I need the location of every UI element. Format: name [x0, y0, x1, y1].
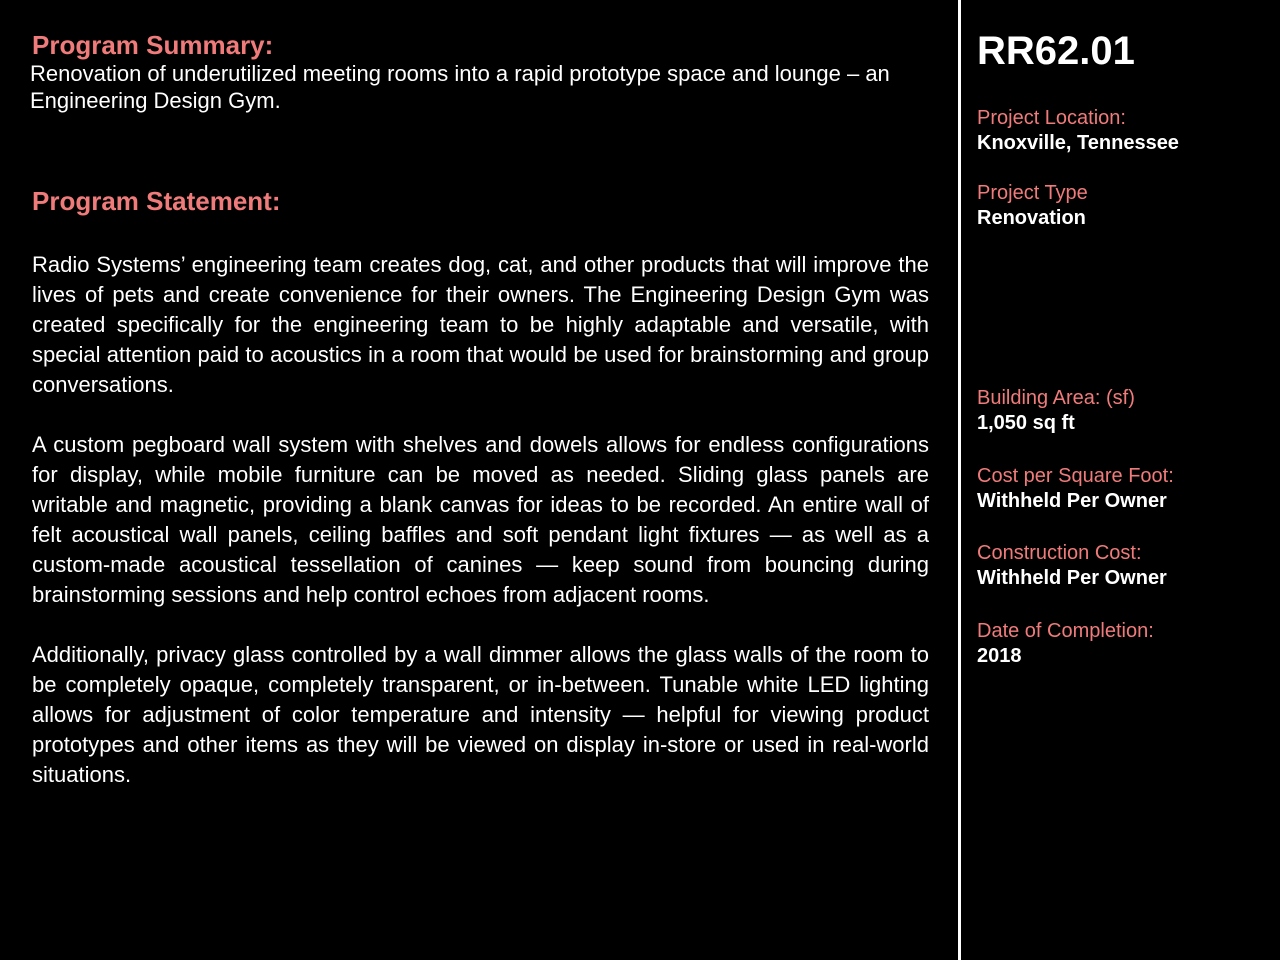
building-area-label: Building Area: (sf) — [977, 387, 1135, 409]
project-type — [977, 181, 1267, 231]
cost-per-square-foot-label: Cost per Square Foot: — [977, 465, 1174, 487]
project-id: RR62.01 — [977, 29, 1135, 73]
cost-per-square-foot-value: Withheld Per Owner — [977, 490, 1167, 512]
project-type-label: Project Type — [977, 182, 1088, 204]
main-content — [30, 30, 929, 787]
project-location — [977, 106, 1267, 156]
program-summary — [32, 30, 929, 114]
construction-cost-label: Construction Cost: — [977, 542, 1142, 564]
statement-paragraph: Radio Systems’ engineering team creates dog, cat, and other products that will improve the lives of pets and create convenience for their owners. The Engineering Design Gym was created specifically for the engineering team to be highly adaptable and versatile, with special attention paid to acoustics in a room that would be used for brainstorming and group conversations. — [32, 252, 929, 397]
date-of-completion-value: 2018 — [977, 645, 1022, 667]
project-location-label: Project Location: — [977, 107, 1126, 129]
construction-cost — [977, 541, 1267, 591]
program-statement-heading: Program Statement: — [32, 186, 281, 216]
statement-paragraph: A custom pegboard wall system with shelves and dowels allows for endless configurations for display, while mobile furniture can be moved as needed. Sliding glass panels are writable and magnetic, providing a blank canvas for ideas to be recorded. An entire wall of felt acoustical wall panels, ceiling baffles and soft pendant light fixtures — as well as a custom-made acoustical tessellation of canines — keep sound from bouncing during brainstorming sessions and help control echoes from adjacent rooms. — [32, 432, 929, 607]
vertical-divider — [958, 0, 961, 960]
project-location-value: Knoxville, Tennessee — [977, 132, 1179, 154]
construction-cost-value: Withheld Per Owner — [977, 567, 1167, 589]
building-area — [977, 386, 1267, 436]
program-summary-heading: Program Summary: — [32, 30, 274, 60]
cost-per-square-foot — [977, 464, 1267, 514]
statement-paragraph: Additionally, privacy glass controlled by a wall dimmer allows the glass walls of the room to be completely opaque, completely transparent, or in-between. Tunable white LED lighting allows for adjustment of color temperature and intensity — helpful for viewing product prototypes and other items as they will be viewed on display in-store or used in real-world situations. — [32, 642, 929, 787]
project-type-value: Renovation — [977, 207, 1086, 229]
date-of-completion — [977, 619, 1267, 669]
date-of-completion-label: Date of Completion: — [977, 620, 1154, 642]
program-summary-text: Renovation of underutilized meeting rooms into a rapid prototype space and lounge – an Engineering Design Gym. — [30, 61, 890, 113]
program-statement-body — [32, 250, 929, 820]
building-area-value: 1,050 sq ft — [977, 412, 1075, 434]
